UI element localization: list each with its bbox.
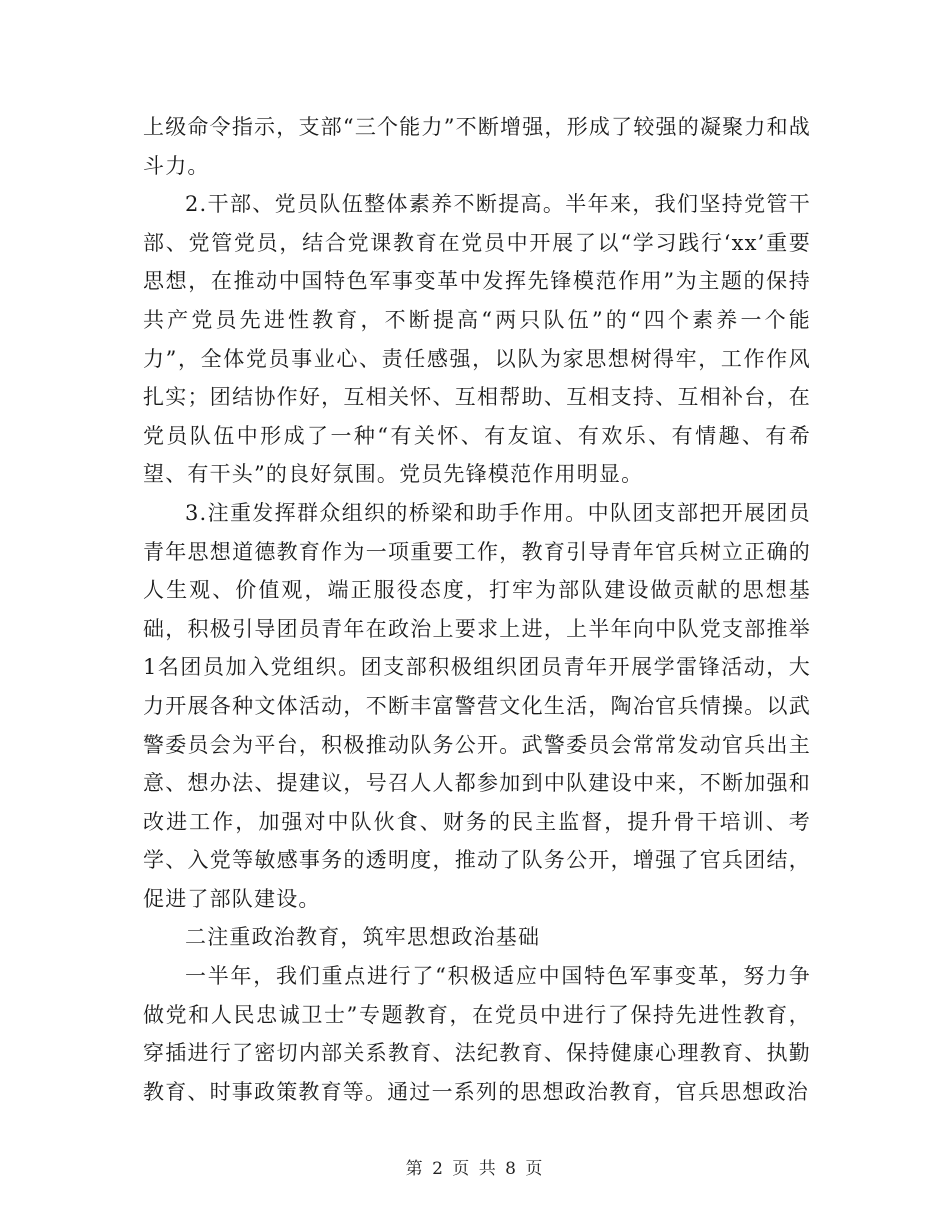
paragraph-education: 一半年，我们重点进行了“积极适应中国特色军事变革，努力争做党和人民忠诚卫士”专题教育，在党员中进行了保持先进性教育，穿插进行了密切内部关系教育、法纪教育、保持健康心理教育、执勤教育、时事政策教育等。通过一系列的思想政治教育，官兵思想政治 xyxy=(143,964,811,1104)
paragraph-item-3: 3.注重发挥群众组织的桥梁和助手作用。中队团支部把开展团员青年思想道德教育作为一项重要工作，教育引导青年官兵树立正确的人生观、价值观，端正服役态度，打牢为部队建设做贡献的思想基础，积极引导团员青年在政治上要求上进，上半年向中队党支部推举1名团员加入党组织。团支部积极组织团员青年开展学雷锋活动，大力开展各种文体活动，不断丰富警营文化生活，陶冶官兵情操。以武警委员会为平台，积极推动队务公开。武警委员会常常发动官兵出主意、想办法、提建议，号召人人都参加到中队建设中来，不断加强和改进工作，加强对中队伙食、财务的民主监督，提升骨干培训、考学、入党等敏感事务的透明度，推动了队务公开，增强了官兵团结，促进了部队建设。 xyxy=(143,500,811,911)
paragraph-continuation: 上级命令指示，支部“三个能力”不断增强，形成了较强的凝聚力和战斗力。 xyxy=(143,115,811,178)
document-body xyxy=(143,108,811,1111)
section-heading: 二注重政治教育，筑牢思想政治基础 xyxy=(185,925,541,950)
page-number-footer: 第 2 页 共 8 页 xyxy=(405,1159,545,1179)
paragraph-item-2: 2.干部、党员队伍整体素养不断提高。半年来，我们坚持党管干部、党管党员，结合党课教育在党员中开展了以“学习践行‘xx’重要思想，在推动中国特色军事变革中发挥先锋模范作用”为主题的保持共产党员先进性教育，不断提高“两只队伍”的“四个素养一个能力”，全体党员事业心、责任感强，以队为家思想树得牢，工作作风扎实；团结协作好，互相关怀、互相帮助、互相支持、互相补台，在党员队伍中形成了一种“有关怀、有友谊、有欢乐、有情趣、有希望、有干头”的良好氛围。党员先锋模范作用明显。 xyxy=(143,192,811,487)
